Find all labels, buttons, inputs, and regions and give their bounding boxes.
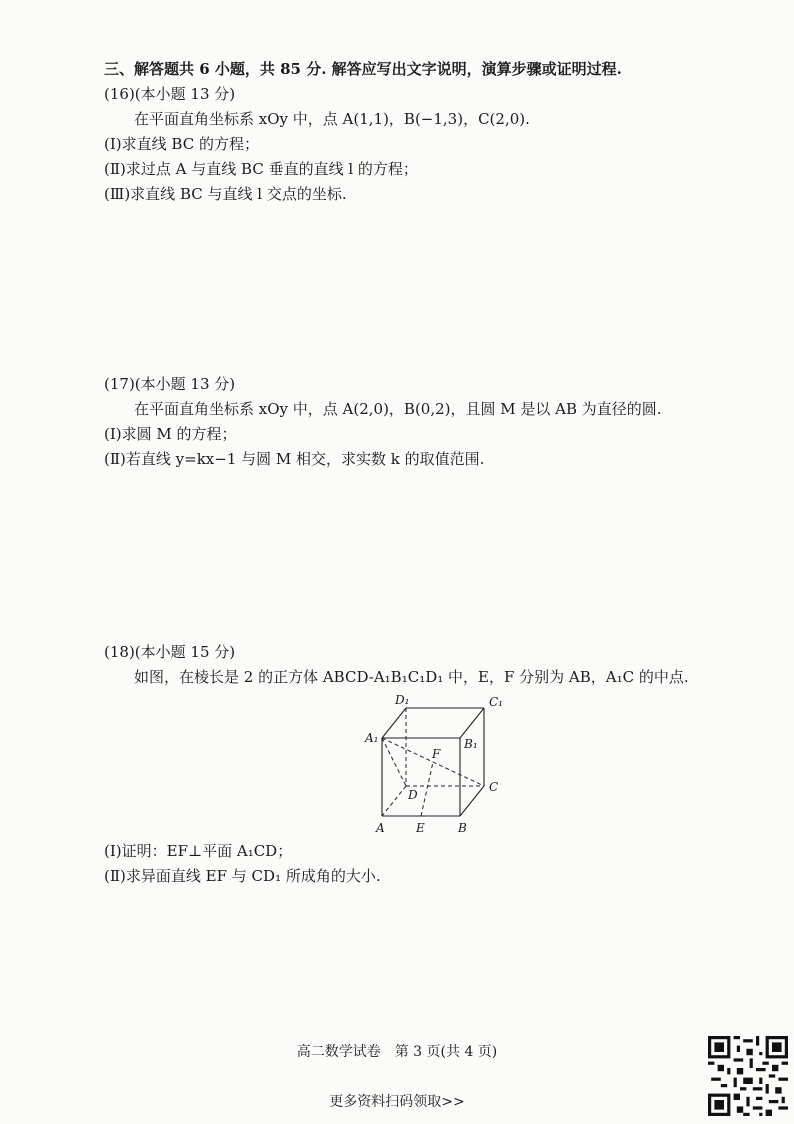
q17-stem: 在平面直角坐标系 xOy 中，点 A(2,0)，B(0,2)，且圆 M 是以 AB 为直径的圆. (134, 400, 662, 418)
label-f: F (432, 747, 441, 761)
q16-part-2: (Ⅱ)求过点 A 与直线 BC 垂直的直线 l 的方程； (104, 160, 418, 178)
edge-cb (460, 786, 484, 816)
segment-ef (421, 762, 433, 816)
more-resources-link[interactable]: 更多资料扫码领取>> (329, 1094, 465, 1110)
q18-header: (18)(本小题 15 分) (104, 643, 236, 661)
label-b: B (458, 821, 467, 835)
label-c1: C₁ (489, 695, 503, 709)
q16-stem: 在平面直角坐标系 xOy 中，点 A(1,1)，B(−1,3)，C(2,0). (134, 110, 530, 128)
q16-header: (16)(本小题 13 分) (104, 85, 236, 103)
q18-stem: 如图，在棱长是 2 的正方体 ABCD-A₁B₁C₁D₁ 中，E，F 分别为 AB，A₁C 的中点. (134, 668, 689, 686)
q17-part-1: (Ⅰ)求圆 M 的方程； (104, 425, 237, 443)
qr-code-icon[interactable] (708, 1036, 788, 1116)
segment-a1d (382, 738, 406, 786)
label-b1: B₁ (464, 737, 478, 751)
cube-figure (352, 688, 522, 838)
edge-c1b1 (460, 708, 484, 738)
edge-a1d1 (382, 708, 406, 738)
label-a1: A₁ (365, 731, 379, 745)
q16-part-3: (Ⅲ)求直线 BC 与直线 l 交点的坐标. (104, 185, 347, 203)
page-footer-label: 高二数学试卷 第 3 页(共 4 页) (296, 1044, 498, 1060)
q18-part-1: (Ⅰ)证明：EF⊥平面 A₁CD； (104, 842, 293, 860)
q18-part-2: (Ⅱ)求异面直线 EF 与 CD₁ 所成角的大小. (104, 867, 381, 885)
q17-part-2: (Ⅱ)若直线 y=kx−1 与圆 M 相交，求实数 k 的取值范围. (104, 450, 485, 468)
label-e: E (416, 821, 425, 835)
q17-header: (17)(本小题 13 分) (104, 375, 236, 393)
label-a: A (376, 821, 385, 835)
label-d1: D₁ (395, 693, 410, 707)
section-heading: 三、解答题共 6 小题，共 85 分. 解答应写出文字说明，演算步骤或证明过程. (104, 60, 622, 78)
edge-da-hidden (382, 786, 406, 816)
q16-part-1: (Ⅰ)求直线 BC 的方程； (104, 135, 259, 153)
label-c: C (489, 780, 499, 794)
label-d: D (408, 788, 418, 802)
